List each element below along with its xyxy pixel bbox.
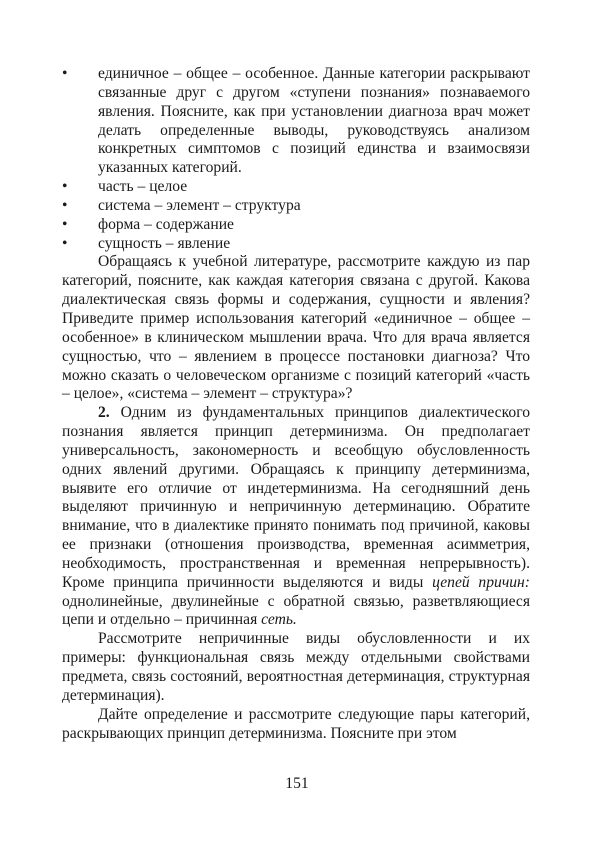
bullet-text: сущность – явление <box>98 234 231 252</box>
bullet-marker: • <box>62 65 68 82</box>
bullet-item <box>62 216 530 235</box>
bullet-item <box>62 235 530 254</box>
paragraph-definitions: Дайте определение и рассмотрите следующие пары категорий, раскрывающих принцип детерминизма. Поясните при этом <box>62 705 530 742</box>
paragraph-categories: Обращаясь к учебной литературе, рассмотрите каждую из пар категорий, поясните, как каждая категория связана с другой. Какова диалектическая связь формы и содержания, сущности и явления? Приведите пример использования категорий «единичное – общее – особенное» в клиническом мышлении врача. Что для врача является сущностью, что – явлением в процессе постановки диагноза? Что можно сказать о человеческом организме с позиций категорий «часть – целое», «система – элемент – структура»? <box>62 253 530 403</box>
bullet-text: система – элемент – структура <box>98 196 301 214</box>
section-text-part: Одним из фундаментальных принципов диалектического познания является принцип детерминизма. Он предполагает универсальность, закономерность и всеобщую обусловленность одних явлений другими. Обращаясь к принципу детерминизма, выявите его отличие от индетерминизма. На сегодняшний день выделяют причинную и непричинную детерминацию. Обратите внимание, что в диалектике принято понимать под причиной, каковы ее признаки (отношения производства, временная асимметрия, необходимость, пространственная и временная непрерывность). Кроме принципа причинности выделяются и виды <box>62 404 530 591</box>
bullet-text: форма – содержание <box>98 215 234 233</box>
bullet-text: часть – целое <box>98 178 188 196</box>
section-number: 2. <box>98 404 110 422</box>
italic-term: цепей причин: <box>432 573 530 591</box>
paragraph-noncausal: Рассмотрите непричинные виды обусловленности и их примеры: функциональная связь между отдельными свойствами предмета, связь состояний, вероятностная детерминация, структурная детерминация). <box>62 630 530 704</box>
bullet-marker: • <box>62 196 68 214</box>
bullet-text: единичное – общее – особенное. Данные категории раскрывают связанные друг с другом «ступени познания» познаваемого явления. Поясните, как при установлении диагноза врач может делать определенные выводы, руководствуясь анализом конкретных симптомов с позиций единства и взаимосвязи указанных категорий. <box>98 65 530 177</box>
bullet-item <box>62 178 530 197</box>
bullet-marker: • <box>62 178 68 196</box>
bullet-marker: • <box>62 215 68 233</box>
page-body <box>62 65 530 743</box>
section-2-paragraph <box>62 404 530 630</box>
page-number: 151 <box>285 775 309 792</box>
section-text-part: однолинейные, двулинейные с обратной связью, разветвляющиеся цепи и отдельно – причинная <box>62 592 530 629</box>
bullet-item <box>62 65 530 178</box>
italic-term: сеть. <box>261 611 297 629</box>
bullet-marker: • <box>62 234 68 252</box>
bullet-item <box>62 197 530 216</box>
